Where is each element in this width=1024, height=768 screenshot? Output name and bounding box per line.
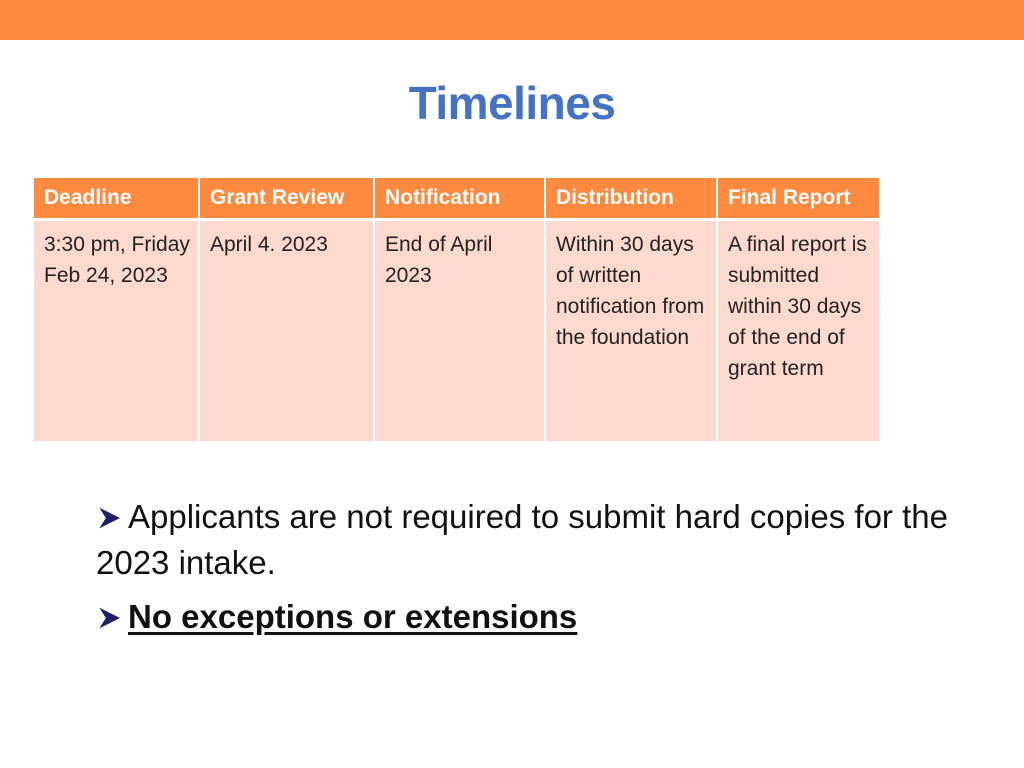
cell-final-report: A final report is submitted within 30 days of the end of grant term (718, 221, 879, 441)
top-accent-bar (0, 0, 1024, 40)
header-grant-review: Grant Review (200, 178, 375, 221)
bullet-text-no-exceptions: No exceptions or extensions (128, 598, 578, 635)
arrow-bullet-icon (96, 594, 128, 640)
bullet-text-hard-copies: Applicants are not required to submit hard copies for the 2023 intake. (96, 498, 948, 581)
header-notification: Notification (375, 178, 546, 221)
cell-distribution: Within 30 days of written notification from the foundation (546, 221, 718, 441)
header-deadline: Deadline (34, 178, 200, 221)
header-distribution: Distribution (546, 178, 718, 221)
cell-grant-review: April 4. 2023 (200, 221, 375, 441)
cell-deadline: 3:30 pm, Friday Feb 24, 2023 (34, 221, 200, 441)
bullet-item-hard-copies (96, 494, 976, 586)
table-row (34, 221, 879, 441)
arrow-bullet-icon (96, 494, 128, 540)
cell-notification: End of April 2023 (375, 221, 546, 441)
header-final-report: Final Report (718, 178, 879, 221)
bullet-list (96, 494, 976, 648)
table-header-row (34, 178, 879, 221)
bullet-item-no-exceptions (96, 594, 976, 640)
timeline-table (34, 178, 879, 441)
page-title: Timelines (408, 77, 616, 129)
